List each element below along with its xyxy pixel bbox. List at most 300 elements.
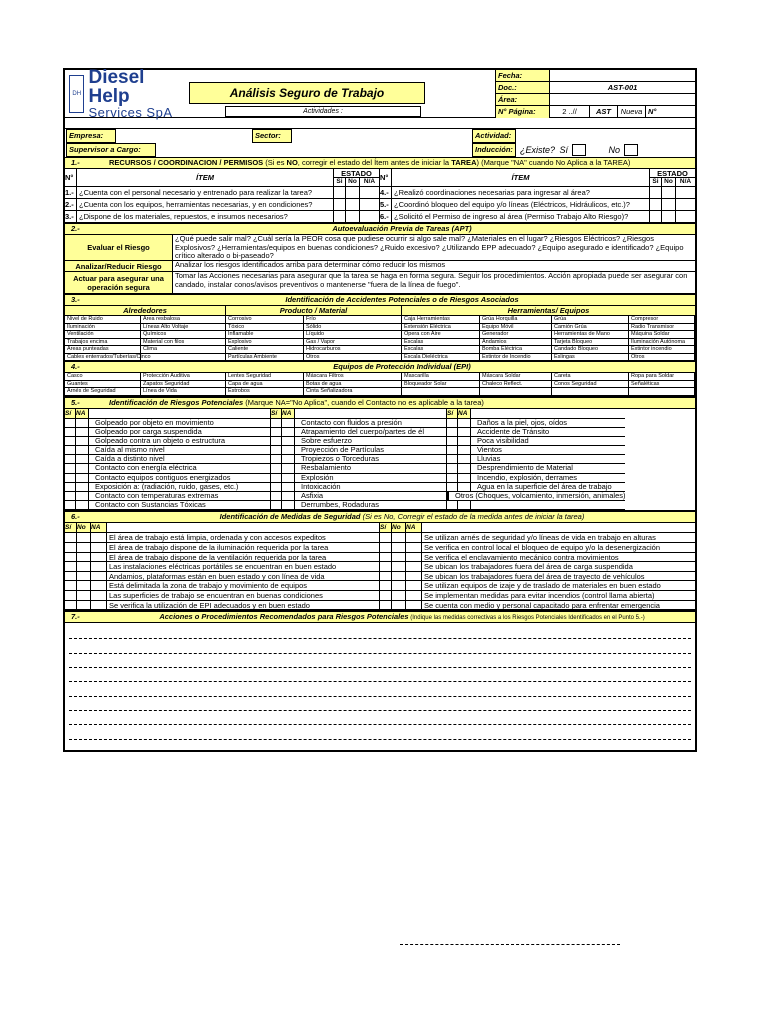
s5-na-header: NA bbox=[458, 409, 471, 418]
s5-na-checkbox[interactable] bbox=[458, 474, 471, 482]
s5-si-checkbox[interactable] bbox=[271, 501, 282, 509]
s6-row bbox=[380, 591, 695, 601]
s6-no-checkbox[interactable] bbox=[77, 553, 91, 562]
s3-cell[interactable]: Corrosivo bbox=[226, 316, 304, 324]
s4-cell[interactable]: Arnés de Seguridad bbox=[65, 388, 141, 396]
s6-na-checkbox[interactable] bbox=[406, 553, 422, 562]
s1-na-checkbox[interactable] bbox=[675, 211, 695, 222]
s5-item-text: Caída al mismo nivel bbox=[95, 445, 165, 455]
s6-na-checkbox[interactable] bbox=[91, 591, 107, 600]
s4-cell[interactable]: Chaleco Reflect. bbox=[480, 381, 552, 389]
s7-write-line[interactable] bbox=[69, 654, 691, 668]
s6-no-header: No bbox=[77, 523, 91, 532]
s5-na-checkbox[interactable] bbox=[458, 419, 471, 427]
s4-cell[interactable]: Máscara Soldar bbox=[480, 373, 552, 381]
s6-no-checkbox[interactable] bbox=[77, 601, 91, 610]
s7-write-line[interactable] bbox=[69, 711, 691, 725]
s3-cell[interactable]: Herramientas de Mano bbox=[552, 331, 629, 339]
section-7 bbox=[65, 610, 695, 750]
s5-na-checkbox[interactable] bbox=[282, 501, 295, 509]
s6-na-header: NA bbox=[91, 523, 107, 532]
s1-no-header: No bbox=[662, 178, 676, 186]
s5-item-text: Sobre esfuerzo bbox=[301, 435, 352, 445]
s1-si-header: Si bbox=[650, 178, 662, 186]
s5-item-text: Incendio, explosión, derrames bbox=[477, 472, 578, 482]
s5-na-checkbox[interactable] bbox=[76, 492, 89, 500]
s6-no-checkbox[interactable] bbox=[392, 581, 406, 590]
page-value: 2 ..// bbox=[550, 106, 590, 118]
s7-num: 7.- bbox=[71, 612, 80, 622]
s5-row bbox=[271, 501, 446, 510]
s4-cell[interactable]: Ropa para Soldar bbox=[629, 373, 695, 381]
s1-left bbox=[65, 169, 380, 223]
s6-no-checkbox[interactable] bbox=[392, 553, 406, 562]
s6-na-header: NA bbox=[406, 523, 422, 532]
s1-item-row bbox=[65, 211, 379, 223]
s5-na-checkbox[interactable] bbox=[458, 501, 471, 509]
s1-si-checkbox[interactable] bbox=[649, 211, 661, 222]
s1-title-d: , corregir el estado del Ítem antes de iniciar la bbox=[297, 158, 452, 167]
s4-cell[interactable]: Estrobos bbox=[226, 388, 304, 396]
s5-si-checkbox[interactable] bbox=[271, 446, 282, 454]
s1-si-checkbox[interactable] bbox=[649, 199, 661, 210]
s6-row bbox=[65, 553, 379, 563]
s5-column bbox=[65, 409, 271, 511]
s6-row bbox=[65, 601, 379, 611]
s5-si-checkbox[interactable] bbox=[271, 428, 282, 436]
s5-si-checkbox[interactable] bbox=[447, 419, 458, 427]
s3-cell[interactable]: Ventilación bbox=[65, 331, 141, 339]
s6-no-checkbox[interactable] bbox=[77, 572, 91, 581]
s5-column bbox=[271, 409, 447, 511]
s6-item-text: Se implementan medidas para evitar incendios (control llama abierta) bbox=[424, 590, 655, 600]
s5-si-checkbox[interactable] bbox=[447, 464, 458, 472]
s5-na-checkbox[interactable] bbox=[282, 464, 295, 472]
s3-cell[interactable]: Gas / Vapor bbox=[304, 339, 402, 347]
s3-cell[interactable]: Explosivo bbox=[226, 339, 304, 347]
s5-si-checkbox[interactable] bbox=[447, 446, 458, 454]
s5-si-checkbox[interactable] bbox=[65, 428, 76, 436]
s5-na-checkbox[interactable] bbox=[282, 492, 295, 500]
s6-na-checkbox[interactable] bbox=[91, 572, 107, 581]
s3-cell[interactable]: Trabajos encima bbox=[65, 339, 141, 347]
s4-cell[interactable]: Conos Seguridad bbox=[552, 381, 629, 389]
s7-write-line[interactable] bbox=[69, 697, 691, 711]
s2-row-label: Actuar para asegurar una operación segura bbox=[65, 272, 173, 293]
s5-na-checkbox[interactable] bbox=[76, 455, 89, 463]
s3-cell[interactable]: Máquina Soldar bbox=[629, 331, 695, 339]
s1-no-checkbox[interactable] bbox=[345, 211, 359, 222]
s3-cell[interactable]: Escalas bbox=[402, 346, 480, 354]
s3-cell[interactable]: Extintor incendio bbox=[629, 346, 695, 354]
s5-si-checkbox[interactable] bbox=[271, 464, 282, 472]
s5-si-checkbox[interactable] bbox=[65, 492, 76, 500]
s1-na-header: N/A bbox=[363, 178, 376, 185]
s6-row bbox=[65, 591, 379, 601]
s3-cell[interactable]: Extensión Eléctrica bbox=[402, 324, 480, 332]
s1-si-checkbox[interactable] bbox=[333, 187, 345, 198]
s6-item-text: Está delimitada la zona de trabajo y movimiento de equipos bbox=[109, 581, 308, 591]
s1-no-checkbox[interactable] bbox=[661, 211, 675, 222]
area-field[interactable] bbox=[550, 94, 695, 105]
s5-si-checkbox[interactable] bbox=[271, 492, 282, 500]
s1-na-checkbox[interactable] bbox=[675, 199, 695, 210]
s5-si-checkbox[interactable] bbox=[65, 464, 76, 472]
s5-na-checkbox[interactable] bbox=[282, 474, 295, 482]
s5-si-checkbox[interactable] bbox=[65, 474, 76, 482]
s6-no-checkbox[interactable] bbox=[77, 562, 91, 571]
s6-si-checkbox[interactable] bbox=[65, 572, 77, 581]
s5-si-checkbox[interactable] bbox=[271, 437, 282, 445]
s5-si-checkbox[interactable] bbox=[447, 428, 458, 436]
signature-line[interactable] bbox=[400, 944, 620, 945]
s5-item-text: Exposición a: (radiación, ruido, gases, etc.) bbox=[95, 481, 239, 491]
s6-si-checkbox[interactable] bbox=[380, 572, 392, 581]
s7-write-line[interactable] bbox=[69, 625, 691, 639]
s6-no-checkbox[interactable] bbox=[77, 533, 91, 542]
s5-row bbox=[271, 455, 446, 464]
s4-cell[interactable]: Línea de Vida bbox=[141, 388, 226, 396]
s5-na-checkbox[interactable] bbox=[458, 464, 471, 472]
s4-cell[interactable] bbox=[402, 388, 480, 396]
s7-write-line[interactable] bbox=[69, 682, 691, 696]
s3-cell[interactable]: Otros bbox=[304, 354, 402, 362]
s5-item-text: Contacto equipos contiguos energizados bbox=[95, 472, 231, 482]
s5-na-checkbox[interactable] bbox=[282, 483, 295, 491]
s6-si-checkbox[interactable] bbox=[380, 553, 392, 562]
s6-si-checkbox[interactable] bbox=[65, 562, 77, 571]
s4-cell[interactable]: Lentes Seguridad bbox=[226, 373, 304, 381]
s6-no-checkbox[interactable] bbox=[392, 543, 406, 552]
s3-cell[interactable]: Inflamable bbox=[226, 331, 304, 339]
s4-cell[interactable] bbox=[629, 388, 695, 396]
s3-cell[interactable]: Nivel de Ruido bbox=[65, 316, 141, 324]
s6-item-text: El área de trabajo está limpia, ordenada y con accesos expeditos bbox=[109, 533, 326, 543]
ast-label: AST bbox=[590, 106, 618, 118]
s5-si-checkbox[interactable] bbox=[65, 483, 76, 491]
s5-na-checkbox[interactable] bbox=[282, 455, 295, 463]
s3-cell[interactable]: Clima bbox=[141, 346, 226, 354]
s6-na-checkbox[interactable] bbox=[406, 581, 422, 590]
s6-na-checkbox[interactable] bbox=[406, 601, 422, 610]
form-header bbox=[65, 67, 695, 120]
s5-si-checkbox[interactable] bbox=[447, 437, 458, 445]
s4-cell[interactable]: Capa de agua bbox=[226, 381, 304, 389]
s3-cell[interactable] bbox=[141, 354, 226, 362]
s4-cell[interactable]: Botas de agua bbox=[304, 381, 402, 389]
s3-cell[interactable]: Caliente bbox=[226, 346, 304, 354]
s3-cell[interactable]: Caja Herramientas bbox=[402, 316, 480, 324]
no-label: No bbox=[608, 145, 620, 155]
s5-na-checkbox[interactable] bbox=[282, 446, 295, 454]
s5-si-checkbox[interactable] bbox=[271, 419, 282, 427]
s5-na-checkbox[interactable] bbox=[282, 428, 295, 436]
s5-item-text: Explosión bbox=[301, 472, 334, 482]
s5-na-checkbox[interactable] bbox=[76, 501, 89, 509]
s5-item-text: Golpeado contra un objeto o estructura bbox=[95, 435, 226, 445]
s5-item-text: Caída a distinto nivel bbox=[95, 454, 165, 464]
s1-na-checkbox[interactable] bbox=[359, 199, 379, 210]
s5-na-checkbox[interactable] bbox=[76, 483, 89, 491]
s3-cell[interactable]: Escala Dieléctrica bbox=[402, 354, 480, 362]
s1-na-checkbox[interactable] bbox=[359, 187, 379, 198]
s5-row bbox=[447, 492, 625, 501]
s2-row bbox=[65, 272, 695, 294]
s7-write-line[interactable] bbox=[69, 725, 691, 739]
s1-item-row bbox=[65, 199, 379, 211]
s5-si-checkbox[interactable] bbox=[271, 474, 282, 482]
s2-row-label: Evaluar el Riesgo bbox=[65, 235, 173, 260]
s5-si-checkbox[interactable] bbox=[447, 455, 458, 463]
s5-item-text: Golpeado por carga suspendida bbox=[95, 426, 202, 436]
s1-right bbox=[380, 169, 695, 223]
section-4 bbox=[65, 361, 695, 396]
s6-row bbox=[65, 543, 379, 553]
s7-write-line[interactable] bbox=[69, 639, 691, 653]
s6-column-header bbox=[65, 523, 379, 533]
s5-item-text: Golpeado por objeto en movimiento bbox=[95, 417, 214, 427]
s7-title: Acciones o Procedimientos Recomendados para Riesgos Potenciales bbox=[159, 612, 409, 622]
s3-cell[interactable]: Equipo Móvil bbox=[480, 324, 552, 332]
s4-cell[interactable]: Señaléticas bbox=[629, 381, 695, 389]
s1-si-checkbox[interactable] bbox=[333, 199, 345, 210]
s6-no-checkbox[interactable] bbox=[77, 543, 91, 552]
s2-row-text: ¿Qué puede salir mal? ¿Cuál sería la PEOR cosa que pudiese ocurrir si algo sale mal? ¿Materiales en el lugar? ¿Riesgos Eléctricos? ¿Riesgos Explosivos? ¿Herramientas/equipos en buenas condiciones? ¿Ruido excesivo? ¿Utilizando EPP adecuado? ¿Equipo asegurado e identificado? ¿Equipo crítico alterado o bi-paseado? bbox=[175, 234, 684, 260]
s1-item-num: 5.- bbox=[380, 199, 392, 210]
s5-si-checkbox[interactable] bbox=[447, 501, 458, 509]
s4-cell[interactable]: Bloqueador Solar bbox=[402, 381, 480, 389]
s1-no-checkbox[interactable] bbox=[661, 199, 675, 210]
s6-si-checkbox[interactable] bbox=[65, 581, 77, 590]
s5-si-checkbox[interactable] bbox=[271, 455, 282, 463]
s6-no-checkbox[interactable] bbox=[392, 562, 406, 571]
s5-na-checkbox[interactable] bbox=[76, 446, 89, 454]
s6-si-checkbox[interactable] bbox=[380, 562, 392, 571]
sector-label: Sector: bbox=[252, 129, 292, 143]
s5-num: 5.- bbox=[71, 397, 80, 407]
s5-si-checkbox[interactable] bbox=[65, 446, 76, 454]
s3-cell[interactable]: Sólido bbox=[304, 324, 402, 332]
s5-na-header: NA bbox=[282, 409, 295, 418]
s6-na-checkbox[interactable] bbox=[91, 553, 107, 562]
s3-cell[interactable]: Líneas Alto Voltaje bbox=[141, 324, 226, 332]
s5-column-header bbox=[65, 409, 270, 419]
s3-cell[interactable]: Escalas bbox=[402, 339, 480, 347]
s1-no-checkbox[interactable] bbox=[345, 187, 359, 198]
s4-cell[interactable]: Casco bbox=[65, 373, 141, 381]
nueva-label: Nueva bbox=[618, 106, 646, 118]
s6-na-checkbox[interactable] bbox=[91, 581, 107, 590]
doc-meta bbox=[495, 70, 695, 117]
s4-cell[interactable] bbox=[552, 388, 629, 396]
s6-si-checkbox[interactable] bbox=[65, 553, 77, 562]
s6-no-checkbox[interactable] bbox=[77, 581, 91, 590]
s3-cell[interactable]: Grúa Horquilla bbox=[480, 316, 552, 324]
s3-cell[interactable]: Radio Transmisor bbox=[629, 324, 695, 332]
s5-si-header: Sí bbox=[65, 409, 76, 418]
s4-cell[interactable]: Zapatos Seguridad bbox=[141, 381, 226, 389]
activities-label: Actividades : bbox=[225, 106, 421, 117]
s3-cell[interactable]: Andamios bbox=[480, 339, 552, 347]
s6-si-checkbox[interactable] bbox=[65, 543, 77, 552]
s5-row bbox=[447, 437, 625, 446]
induccion-no-checkbox[interactable] bbox=[624, 144, 638, 156]
s7-lines[interactable] bbox=[65, 623, 695, 750]
s5-na-checkbox[interactable] bbox=[76, 474, 89, 482]
s1-item-text: ¿Cuenta con los equipos, herramientas necesarias, y en condiciones? bbox=[79, 200, 313, 209]
s3-cell[interactable]: Tarjeta Bloqueo bbox=[552, 339, 629, 347]
s5-item-text bbox=[471, 501, 625, 509]
s5-na-checkbox[interactable] bbox=[458, 428, 471, 436]
s6-na-checkbox[interactable] bbox=[91, 562, 107, 571]
s6-na-checkbox[interactable] bbox=[406, 562, 422, 571]
s3-cell[interactable]: Compresor bbox=[629, 316, 695, 324]
form-title: Análisis Seguro de Trabajo bbox=[189, 82, 425, 104]
s6-no-checkbox[interactable] bbox=[392, 533, 406, 542]
s4-cell[interactable]: Guantes bbox=[65, 381, 141, 389]
s6-no-checkbox[interactable] bbox=[392, 591, 406, 600]
s5-na-checkbox[interactable] bbox=[282, 437, 295, 445]
s3-cell[interactable]: Grúa bbox=[552, 316, 629, 324]
s1-na-checkbox[interactable] bbox=[675, 187, 695, 198]
s5-column bbox=[447, 409, 625, 511]
s3-cell[interactable]: Químicos bbox=[141, 331, 226, 339]
s5-si-checkbox[interactable] bbox=[65, 419, 76, 427]
s2-row-text: Analizar los riesgos identificados arriba para determinar cómo reducir los mismos bbox=[175, 260, 446, 269]
s6-no-checkbox[interactable] bbox=[392, 601, 406, 610]
s4-cell[interactable]: Mascarilla bbox=[402, 373, 480, 381]
section-2 bbox=[65, 223, 695, 294]
s5-si-checkbox[interactable] bbox=[65, 455, 76, 463]
doc-label: Doc.: bbox=[496, 82, 550, 93]
s6-na-checkbox[interactable] bbox=[406, 543, 422, 552]
s5-na-checkbox[interactable] bbox=[76, 464, 89, 472]
s5-si-checkbox[interactable] bbox=[65, 437, 76, 445]
s5-na-checkbox[interactable] bbox=[76, 419, 89, 427]
s5-si-checkbox[interactable] bbox=[65, 501, 76, 509]
s6-si-checkbox[interactable] bbox=[380, 601, 392, 610]
s6-row bbox=[380, 553, 695, 563]
s6-na-checkbox[interactable] bbox=[406, 533, 422, 542]
s6-si-checkbox[interactable] bbox=[65, 591, 77, 600]
s5-item-text: Accidente de Tránsito bbox=[477, 426, 550, 436]
s1-item-num: 4.- bbox=[380, 187, 392, 198]
s5-na-checkbox[interactable] bbox=[76, 428, 89, 436]
s1-na-checkbox[interactable] bbox=[359, 211, 379, 222]
s6-na-checkbox[interactable] bbox=[91, 533, 107, 542]
s1-estado-header: ESTADO bbox=[334, 169, 379, 178]
s5-na-checkbox[interactable] bbox=[458, 437, 471, 445]
s3-cell[interactable]: Generador bbox=[480, 331, 552, 339]
area-label: Área: bbox=[496, 94, 550, 105]
fecha-field[interactable] bbox=[550, 70, 695, 81]
s5-na-checkbox[interactable] bbox=[458, 455, 471, 463]
s1-item-text: ¿Coordinó bloqueo del equipo y/o líneas (Eléctricos, Hidráulicos, etc.)? bbox=[394, 200, 630, 209]
s5-si-checkbox[interactable] bbox=[447, 474, 458, 482]
s3-cell[interactable]: Material con filos bbox=[141, 339, 226, 347]
s4-cell[interactable] bbox=[480, 388, 552, 396]
s3-cell[interactable]: Área resbalosa bbox=[141, 316, 226, 324]
s6-no-checkbox[interactable] bbox=[392, 572, 406, 581]
s5-item-text: Desprendimiento de Material bbox=[477, 463, 573, 473]
s6-si-checkbox[interactable] bbox=[65, 601, 77, 610]
s3-cell[interactable]: Otros bbox=[629, 354, 695, 362]
s3-cell[interactable]: Partículas Ambiente bbox=[226, 354, 304, 362]
s3-header-producto: Producto / Material bbox=[226, 306, 402, 315]
section-5 bbox=[65, 396, 695, 511]
s3-cell[interactable]: Áreas punteadas bbox=[65, 346, 141, 354]
s6-si-checkbox[interactable] bbox=[380, 533, 392, 542]
s3-cell[interactable]: Líquido bbox=[304, 331, 402, 339]
s5-si-checkbox[interactable] bbox=[271, 483, 282, 491]
s5-na-checkbox[interactable] bbox=[76, 437, 89, 445]
s3-cell[interactable]: Cables enterrados/Tuberías/Cinco bbox=[67, 353, 151, 360]
s6-na-checkbox[interactable] bbox=[406, 572, 422, 581]
s5-na-checkbox[interactable] bbox=[458, 446, 471, 454]
s6-si-checkbox[interactable] bbox=[65, 533, 77, 542]
s3-cell[interactable]: Iluminación bbox=[65, 324, 141, 332]
s4-cell[interactable]: Protección Auditiva bbox=[141, 373, 226, 381]
s6-item-text: Las superficies de trabajo se encuentran en buenas condiciones bbox=[109, 590, 323, 600]
s6-na-checkbox[interactable] bbox=[406, 591, 422, 600]
s6-item-text: Se ubican los trabajadores fuera del área de carga suspendida bbox=[424, 562, 633, 572]
s3-cell[interactable]: Opera con Aire bbox=[402, 331, 480, 339]
s3-cell[interactable]: Bomba Eléctrica bbox=[480, 346, 552, 354]
s4-cell[interactable]: Careta bbox=[552, 373, 629, 381]
s3-header-alrededores: Alrededores bbox=[65, 306, 226, 315]
s6-row bbox=[380, 543, 695, 553]
s1-no-checkbox[interactable] bbox=[661, 187, 675, 198]
s1-item-num: 1.- bbox=[65, 187, 77, 198]
s4-cell[interactable]: Máscara Filtros bbox=[304, 373, 402, 381]
s5-row bbox=[271, 464, 446, 473]
s1-si-checkbox[interactable] bbox=[649, 187, 661, 198]
s6-row bbox=[65, 572, 379, 582]
induccion-label: Inducción: bbox=[472, 143, 516, 157]
s1-n-header: N° bbox=[65, 169, 77, 186]
s6-item-text: Se utilizan arnés de seguridad y/o líneas de vida en trabajo en alturas bbox=[424, 533, 656, 543]
s3-cell[interactable]: Extintor de Incendio bbox=[480, 354, 552, 362]
s1-no-checkbox[interactable] bbox=[345, 199, 359, 210]
s5-si-checkbox[interactable] bbox=[447, 483, 458, 491]
s1-no-header: No bbox=[346, 178, 360, 186]
s1-item-row bbox=[65, 187, 379, 199]
s1-si-checkbox[interactable] bbox=[333, 211, 345, 222]
s3-cell[interactable]: Iluminación Autónoma bbox=[629, 339, 695, 347]
s4-cell[interactable]: Cinta Señalizadora bbox=[304, 388, 402, 396]
s6-si-checkbox[interactable] bbox=[380, 591, 392, 600]
s7-write-line[interactable] bbox=[69, 668, 691, 682]
s6-na-checkbox[interactable] bbox=[91, 543, 107, 552]
s3-cell[interactable]: Hidrocarburos bbox=[304, 346, 402, 354]
s6-si-checkbox[interactable] bbox=[380, 543, 392, 552]
s3-cell[interactable]: Candado Bloqueo bbox=[552, 346, 629, 354]
s6-num: 6.- bbox=[71, 512, 80, 522]
s5-na-checkbox[interactable] bbox=[458, 483, 471, 491]
s3-cell[interactable]: Frío bbox=[304, 316, 402, 324]
induccion-si-checkbox[interactable] bbox=[572, 144, 586, 156]
s6-si-checkbox[interactable] bbox=[380, 581, 392, 590]
s3-cell[interactable]: Camión Grúa bbox=[552, 324, 629, 332]
s5-na-checkbox[interactable] bbox=[282, 419, 295, 427]
s6-na-checkbox[interactable] bbox=[91, 601, 107, 610]
s3-cell[interactable]: Eslingas bbox=[552, 354, 629, 362]
s1-na-header: N/A bbox=[679, 178, 692, 185]
s6-no-checkbox[interactable] bbox=[77, 591, 91, 600]
s3-cell[interactable]: Tóxico bbox=[226, 324, 304, 332]
s5-item-text: Otros (Choques, volcamiento, inmersión, animales) bbox=[455, 491, 626, 500]
s5-item-text: Vientos bbox=[477, 445, 502, 455]
